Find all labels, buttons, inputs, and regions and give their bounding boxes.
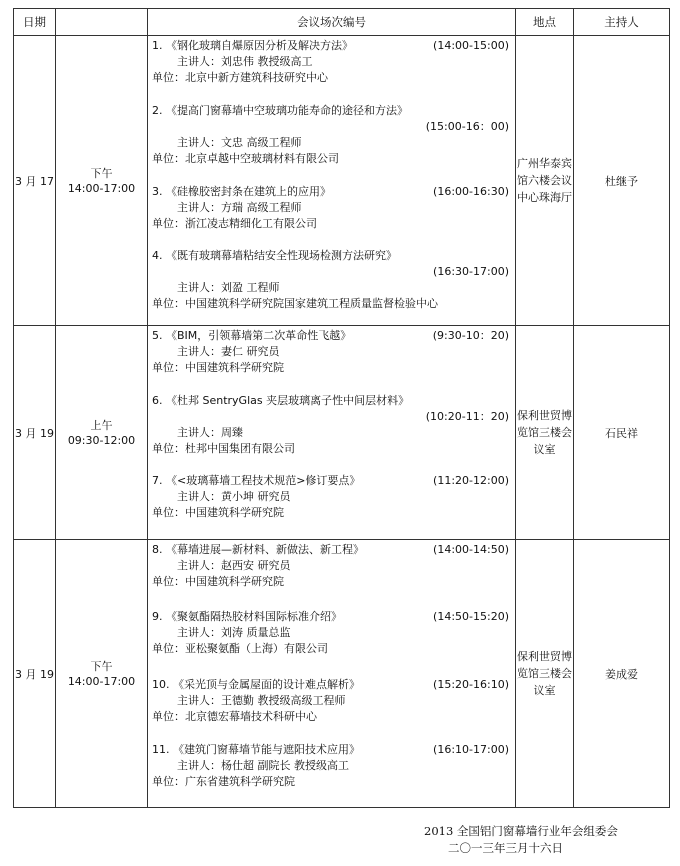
session-row: [14, 326, 670, 540]
session-venue: 广州华泰宾馆六楼会议中心珠海厅: [516, 36, 574, 326]
talk-speaker: 主讲人：赵西安 研究员: [177, 559, 291, 572]
header-date: 日期: [14, 9, 56, 36]
session-talks: [148, 540, 516, 808]
talk-time: (15:00-16：00): [425, 120, 509, 133]
talk-item: [152, 328, 509, 376]
talk-title: 7. 《<玻璃幕墙工程技术规范>修订要点》: [152, 474, 361, 487]
session-host: 杜继予: [574, 36, 670, 326]
talk-time: (14:00-15:00): [433, 39, 509, 52]
talk-unit: 单位：亚松聚氨酯（上海）有限公司: [152, 642, 328, 655]
talk-time: (9:30-10：20): [432, 329, 509, 342]
session-period: 上午: [90, 418, 113, 432]
talk-item: [152, 248, 509, 312]
talk-item: [152, 38, 509, 86]
talk-item: [152, 473, 509, 521]
session-period: 下午: [90, 166, 113, 180]
session-time: [56, 36, 148, 326]
talk-unit: 单位：中国建筑科学研究院: [152, 361, 284, 374]
talk-item: [152, 542, 509, 590]
session-host: 姜成爱: [574, 540, 670, 808]
session-time-range: 09:30-12:00: [67, 433, 136, 447]
header-time: [56, 9, 148, 36]
session-time-range: 14:00-17:00: [67, 181, 136, 195]
talk-time: (16:30-17:00): [433, 265, 509, 278]
talk-speaker: 主讲人：刘忠伟 教授级高工: [177, 55, 313, 68]
header-topic: 会议场次编号: [148, 9, 516, 36]
footer-org: 2013 全国铝门窗幕墙行业年会组委会: [424, 824, 618, 838]
session-row: [14, 540, 670, 808]
talk-unit: 单位：中国建筑科学研究院: [152, 575, 284, 588]
talk-item: [152, 609, 509, 657]
session-talks: [148, 36, 516, 326]
header-venue: 地点: [516, 9, 574, 36]
footer-date: 二〇一三年三月十六日: [448, 841, 563, 855]
talk-title: 2. 《提高门窗幕墙中空玻璃功能寿命的途径和方法》: [152, 104, 408, 117]
talk-unit: 单位：北京卓越中空玻璃材料有限公司: [152, 152, 339, 165]
talk-speaker: 主讲人：王德勤 教授级高级工程师: [177, 694, 346, 707]
talk-time: (14:50-15:20): [433, 610, 509, 623]
talk-speaker: 主讲人：刘涛 质量总监: [177, 626, 291, 639]
table-header-row: [14, 9, 670, 36]
session-date: 3 月 19: [14, 540, 56, 808]
talk-item: [152, 393, 509, 457]
talk-title: 1. 《钢化玻璃自爆原因分析及解决方法》: [152, 39, 353, 52]
talk-time: (14:00-14:50): [433, 543, 509, 556]
talk-title: 3. 《硅橡胶密封条在建筑上的应用》: [152, 185, 331, 198]
session-host: 石民祥: [574, 326, 670, 540]
talk-speaker: 主讲人：妻仁 研究员: [177, 345, 280, 358]
talk-time: (10:20-11：20): [425, 410, 509, 423]
talk-unit: 单位：杜邦中国集团有限公司: [152, 442, 295, 455]
session-time: [56, 326, 148, 540]
talk-speaker: 主讲人：刘盈 工程师: [177, 281, 280, 294]
talk-time: (11:20-12:00): [433, 474, 509, 487]
talk-title: 6. 《杜邦 SentryGlas 夹层玻璃离子性中间层材料》: [152, 394, 410, 407]
talk-speaker: 主讲人：杨仕超 副院长 教授级高工: [177, 759, 349, 772]
session-row: [14, 36, 670, 326]
talk-title: 5. 《BIM，引领幕墙第二次革命性飞越》: [152, 329, 352, 342]
talk-item: [152, 742, 509, 790]
session-time: [56, 540, 148, 808]
talk-speaker: 主讲人：周臻: [177, 426, 243, 439]
talk-title: 11. 《建筑门窗幕墙节能与遮阳技术应用》: [152, 743, 360, 756]
header-host: 主持人: [574, 9, 670, 36]
talk-item: [152, 677, 509, 725]
talk-item: [152, 103, 509, 167]
talk-title: 10. 《采光顶与金属屋面的设计难点解析》: [152, 678, 360, 691]
talk-speaker: 主讲人：黄小坤 研究员: [177, 490, 291, 503]
talk-unit: 单位：中国建筑科学研究院国家建筑工程质量监督检验中心: [152, 297, 438, 310]
session-period: 下午: [90, 659, 113, 673]
session-date: 3 月 19: [14, 326, 56, 540]
talk-title: 8. 《幕墙进展—新材料、新做法、新工程》: [152, 543, 364, 556]
talk-unit: 单位：北京德宏幕墙技术科研中心: [152, 710, 317, 723]
talk-unit: 单位：广东省建筑科学研究院: [152, 775, 295, 788]
session-talks: [148, 326, 516, 540]
session-venue: 保利世贸博览馆三楼会议室: [516, 326, 574, 540]
talk-time: (15:20-16:10): [433, 678, 509, 691]
talk-unit: 单位：北京中新方建筑科技研究中心: [152, 71, 328, 84]
session-venue: 保利世贸博览馆三楼会议室: [516, 540, 574, 808]
talk-title: 4. 《既有玻璃幕墙粘结安全性现场检测方法研究》: [152, 249, 397, 262]
talk-speaker: 主讲人：文忠 高级工程师: [177, 136, 302, 149]
talk-unit: 单位：中国建筑科学研究院: [152, 506, 284, 519]
talk-speaker: 主讲人：方瑞 高级工程师: [177, 201, 302, 214]
session-time-range: 14:00-17:00: [67, 674, 136, 688]
talk-time: (16:00-16:30): [433, 185, 509, 198]
talk-item: [152, 184, 509, 232]
talk-time: (16:10-17:00): [433, 743, 509, 756]
talk-unit: 单位：浙江凌志精细化工有限公司: [152, 217, 317, 230]
session-date: 3 月 17: [14, 36, 56, 326]
schedule-table: [13, 8, 670, 808]
talk-title: 9. 《聚氨酯隔热胶材料国际标准介绍》: [152, 610, 342, 623]
